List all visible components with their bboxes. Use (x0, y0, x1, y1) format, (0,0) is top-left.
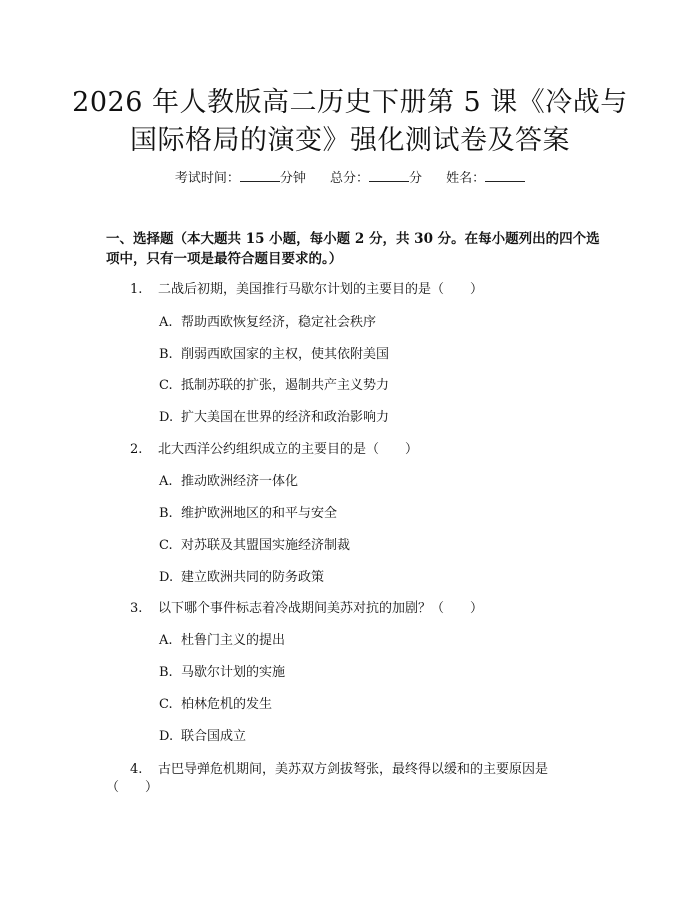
title-line-1: 2026 年人教版高二历史下册第 5 课《冷战与 (72, 87, 628, 118)
option-text: 维护欧洲地区的和平与安全 (181, 506, 338, 521)
question-1 (130, 281, 483, 299)
question-3-option-b (159, 664, 285, 682)
option-letter: D. (159, 410, 174, 425)
option-text: 柏林危机的发生 (181, 697, 273, 712)
question-1-option-a (159, 314, 376, 332)
score (330, 171, 422, 186)
question-2 (130, 441, 418, 459)
option-letter: B. (159, 347, 173, 362)
exam-time-blank (240, 169, 280, 182)
option-text: 帮助西欧恢复经济，稳定社会秩序 (181, 315, 377, 330)
question-4-line-2: （ ） (106, 780, 159, 795)
question-4-line-1 (106, 761, 600, 779)
question-4 (106, 761, 600, 797)
question-3-option-a (159, 632, 285, 650)
document-title (60, 84, 640, 160)
option-text: 马歇尔计划的实施 (181, 665, 286, 680)
option-letter: A. (159, 315, 173, 330)
question-3 (130, 600, 483, 618)
question-text: 北大西洋公约组织成立的主要目的是（ ） (158, 442, 419, 457)
option-text: 削弱西欧国家的主权，使其依附美国 (181, 347, 390, 362)
option-letter: C. (159, 538, 173, 553)
option-text: 扩大美国在世界的经济和政治影响力 (181, 410, 390, 425)
student-name (446, 171, 525, 186)
score-blank (369, 169, 409, 182)
question-2-option-b (159, 505, 337, 523)
name-label: 姓名： (446, 171, 486, 186)
question-1-option-d (159, 409, 389, 427)
option-text: 杜鲁门主义的提出 (181, 633, 286, 648)
question-number: 1. (130, 282, 143, 297)
option-letter: C. (159, 378, 173, 393)
question-number: 3. (130, 601, 143, 616)
question-3-option-d (159, 728, 246, 746)
exam-time (175, 171, 306, 186)
exam-time-label: 考试时间： (174, 171, 240, 186)
option-letter: D. (159, 729, 174, 744)
section-heading (106, 229, 600, 269)
option-text: 对苏联及其盟国实施经济制裁 (181, 538, 351, 553)
question-2-option-d (159, 569, 324, 587)
question-number: 4. (130, 762, 143, 777)
question-3-option-c (159, 696, 272, 714)
title-line-2: 国际格局的演变》强化测试卷及答案 (130, 125, 570, 156)
question-2-option-a (159, 473, 298, 491)
option-letter: C. (159, 697, 173, 712)
option-text: 推动欧洲经济一体化 (181, 474, 299, 489)
name-blank (485, 169, 525, 182)
question-number: 2. (130, 442, 143, 457)
question-text: 古巴导弹危机期间，美苏双方剑拔弩张，最终得以缓和的主要原因是 (158, 762, 549, 777)
option-text: 联合国成立 (181, 729, 247, 744)
question-1-option-b (159, 346, 389, 364)
option-letter: B. (159, 665, 173, 680)
option-letter: A. (159, 633, 173, 648)
score-label: 总分： (329, 171, 369, 186)
option-letter: B. (159, 506, 173, 521)
option-text: 建立欧洲共同的防务政策 (181, 570, 325, 585)
question-1-option-c (159, 377, 389, 395)
question-text: 二战后初期，美国推行马歇尔计划的主要目的是（ ） (158, 282, 484, 297)
option-text: 抵制苏联的扩张，遏制共产主义势力 (181, 378, 390, 393)
option-letter: A. (159, 474, 173, 489)
section-heading-line-1: 一、选择题（本大题共 15 小题，每小题 2 分，共 30 分。在每小题列出的四个选 (106, 231, 600, 247)
section-heading-line-2: 项中，只有一项是最符合题目要求的。） (106, 251, 343, 267)
question-text: 以下哪个事件标志着冷战期间美苏对抗的加剧？（ ） (158, 601, 484, 616)
option-letter: D. (159, 570, 174, 585)
question-2-option-c (159, 537, 350, 555)
exam-info (0, 169, 700, 188)
score-unit: 分 (409, 171, 423, 186)
exam-time-unit: 分钟 (279, 171, 306, 186)
